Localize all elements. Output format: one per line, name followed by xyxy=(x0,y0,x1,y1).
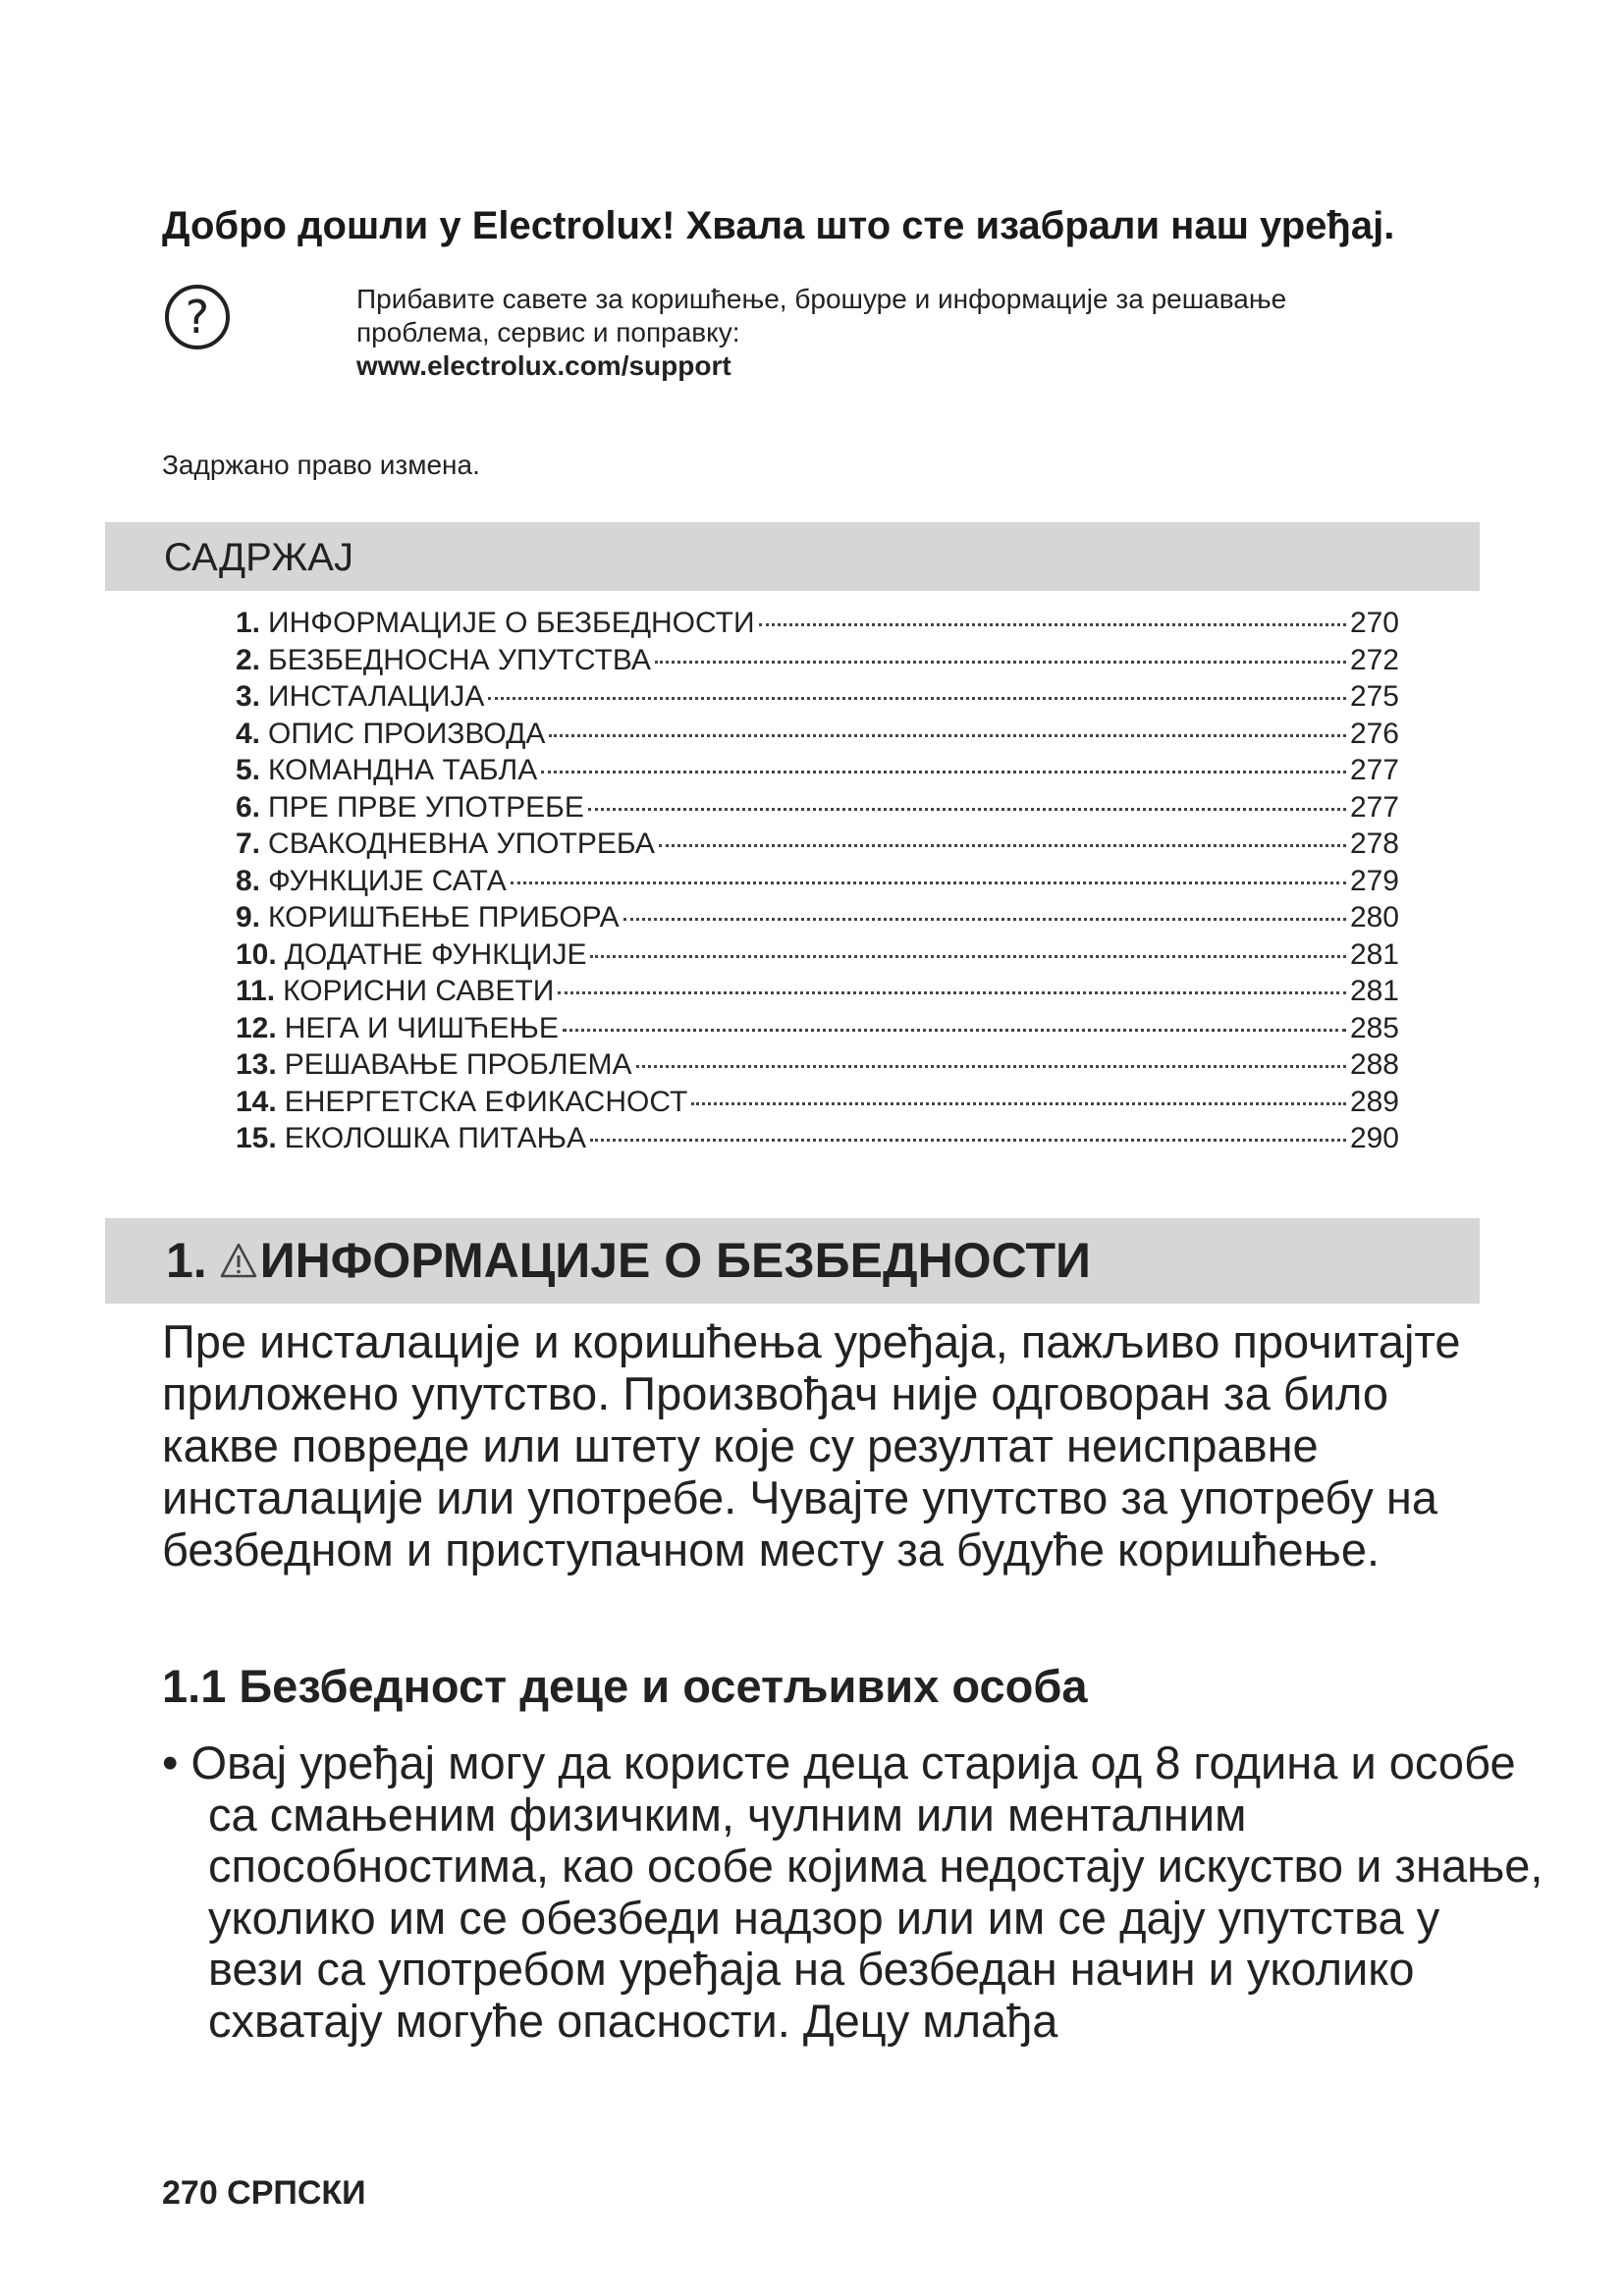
toc-item-page: 285 xyxy=(1349,1011,1399,1044)
toc-item-label: КОРИШЋЕЊЕ ПРИБОРА xyxy=(268,901,620,934)
safety-intro-paragraph: Пре инсталације и коришћења уређаја, пажљиво прочитајте приложено упутство. Произвођач није одговоран за било какве повреде или штету које су резултат неисправне инсталације или употребе. Чувајте упутство за употребу на безбедном и приступачном месту за будуће коришћење. xyxy=(162,1315,1461,1575)
toc-item-leader xyxy=(511,881,1346,884)
toc-item-page: 290 xyxy=(1349,1122,1399,1154)
toc-item[interactable] xyxy=(236,718,1399,755)
toc-item-leader xyxy=(558,991,1346,994)
safety-bullet-item: • Овај уређај могу да користе деца старија од 8 година и особе са смањеним физичким, чулним или менталним способностима, као особе којима недостају искуство и знање, уколико им се обезбеди надзор или им се дају упутства у вези са употребом уређаја на безбедан начин и уколико схватају могуће опасности. Децу млађа xyxy=(162,1736,1543,2047)
support-text-line1: Прибавите савете за коришћење, брошуре и информације за решавање xyxy=(356,284,1287,314)
toc-item-label: ЕНЕРГЕТСКА ЕФИКАСНОСТ xyxy=(284,1085,688,1118)
toc-item-number: 2. xyxy=(236,643,261,676)
toc-item-number: 10. xyxy=(236,937,277,971)
toc-item-leader xyxy=(541,771,1346,774)
toc-item-page: 275 xyxy=(1349,680,1399,713)
toc-item-number: 6. xyxy=(236,790,261,824)
toc-item[interactable] xyxy=(236,901,1399,938)
toc-item-leader xyxy=(655,661,1346,664)
toc-header-bar xyxy=(105,522,1480,591)
toc-item[interactable] xyxy=(236,1122,1399,1159)
toc-item-page: 280 xyxy=(1349,901,1399,934)
question-mark-glyph: ? xyxy=(185,291,210,344)
toc-item[interactable] xyxy=(236,791,1399,828)
toc-item-number: 8. xyxy=(236,864,261,897)
toc-item-page: 277 xyxy=(1349,790,1399,824)
toc-item-leader xyxy=(636,1065,1346,1068)
section-header-bar xyxy=(105,1218,1480,1304)
toc-item-number: 9. xyxy=(236,901,261,934)
toc-item-page: 272 xyxy=(1349,643,1399,676)
toc-item-label: НЕГА И ЧИШЋЕЊЕ xyxy=(284,1011,559,1044)
section-title xyxy=(166,1232,1091,1289)
toc-item[interactable] xyxy=(236,607,1399,644)
toc-item[interactable] xyxy=(236,865,1399,902)
toc-item[interactable] xyxy=(236,754,1399,791)
toc-item[interactable] xyxy=(236,644,1399,681)
toc-item-leader xyxy=(588,808,1346,811)
toc-item[interactable] xyxy=(236,1048,1399,1086)
rights-reserved-note: Задржано право измена. xyxy=(162,450,480,480)
toc-item-label: КОРИСНИ САВЕТИ xyxy=(283,975,555,1007)
toc-item-leader xyxy=(488,697,1346,700)
toc-item-number: 7. xyxy=(236,828,261,860)
toc-item-leader xyxy=(563,1029,1346,1032)
toc-item-label: РЕШАВАЊЕ ПРОБЛЕМА xyxy=(284,1048,632,1081)
table-of-contents xyxy=(236,607,1399,1159)
toc-item[interactable] xyxy=(236,975,1399,1012)
support-info xyxy=(356,283,1286,383)
toc-item-number: 3. xyxy=(236,680,261,713)
toc-item[interactable] xyxy=(236,680,1399,718)
toc-item-label: ОПИС ПРОИЗВОДА xyxy=(268,717,546,750)
toc-item-leader xyxy=(691,1102,1346,1105)
toc-item-label: ПРЕ ПРВЕ УПОТРЕБЕ xyxy=(268,790,584,824)
toc-item-page: 289 xyxy=(1349,1085,1399,1118)
warning-triangle-icon xyxy=(219,1242,258,1279)
welcome-heading: Добро дошли у Electrolux! Хвала што сте изабрали наш уређај. xyxy=(162,204,1395,247)
toc-item-page: 276 xyxy=(1349,717,1399,750)
toc-item-page: 288 xyxy=(1349,1048,1399,1081)
section-title-text: ИНФОРМАЦИЈЕ О БЕЗБЕДНОСТИ xyxy=(259,1233,1091,1288)
toc-item-label: СВАКОДНЕВНА УПОТРЕБА xyxy=(268,828,655,860)
toc-item-number: 13. xyxy=(236,1048,277,1081)
toc-item-leader xyxy=(549,734,1345,737)
toc-item-number: 1. xyxy=(236,607,261,639)
page-footer: 270 СРПСКИ xyxy=(162,2174,366,2212)
toc-item[interactable] xyxy=(236,1086,1399,1123)
question-circle-icon xyxy=(165,285,230,349)
toc-title: САДРЖАЈ xyxy=(164,536,353,579)
toc-item-leader xyxy=(659,844,1346,847)
section-number: 1. xyxy=(166,1233,207,1288)
toc-item-number: 4. xyxy=(236,717,261,750)
support-text-line2: проблема, сервис и поправку: xyxy=(356,317,740,347)
toc-item-leader xyxy=(623,918,1346,921)
toc-item-number: 15. xyxy=(236,1122,277,1154)
toc-item-page: 278 xyxy=(1349,828,1399,860)
toc-item-page: 277 xyxy=(1349,754,1399,786)
toc-item[interactable] xyxy=(236,938,1399,976)
toc-item-label: БЕЗБЕДНОСНА УПУТСТВА xyxy=(268,643,651,676)
toc-item-page: 281 xyxy=(1349,975,1399,1007)
toc-item-number: 14. xyxy=(236,1085,277,1118)
toc-item-label: ИНФОРМАЦИЈЕ О БЕЗБЕДНОСТИ xyxy=(268,607,755,639)
toc-item-number: 5. xyxy=(236,754,261,786)
toc-item-label: ЕКОЛОШКА ПИТАЊА xyxy=(284,1122,586,1154)
toc-item-page: 270 xyxy=(1349,607,1399,639)
toc-item[interactable] xyxy=(236,828,1399,865)
toc-item[interactable] xyxy=(236,1012,1399,1049)
toc-item-label: ИНСТАЛАЦИЈА xyxy=(268,680,485,713)
subsection-title: 1.1 Безбедност деце и осетљивих особа xyxy=(162,1660,1088,1712)
toc-item-page: 279 xyxy=(1349,864,1399,897)
toc-item-leader xyxy=(590,955,1345,958)
toc-item-number: 11. xyxy=(236,975,276,1007)
toc-item-page: 281 xyxy=(1349,937,1399,971)
toc-item-label: КОМАНДНА ТАБЛА xyxy=(268,754,538,786)
toc-item-number: 12. xyxy=(236,1011,277,1044)
support-url-link[interactable]: www.electrolux.com/support xyxy=(356,350,731,381)
toc-item-leader xyxy=(590,1139,1346,1142)
toc-item-label: ФУНКЦИЈЕ САТА xyxy=(268,864,507,897)
toc-item-label: ДОДАТНЕ ФУНКЦИЈЕ xyxy=(284,937,587,971)
toc-item-leader xyxy=(759,623,1346,626)
